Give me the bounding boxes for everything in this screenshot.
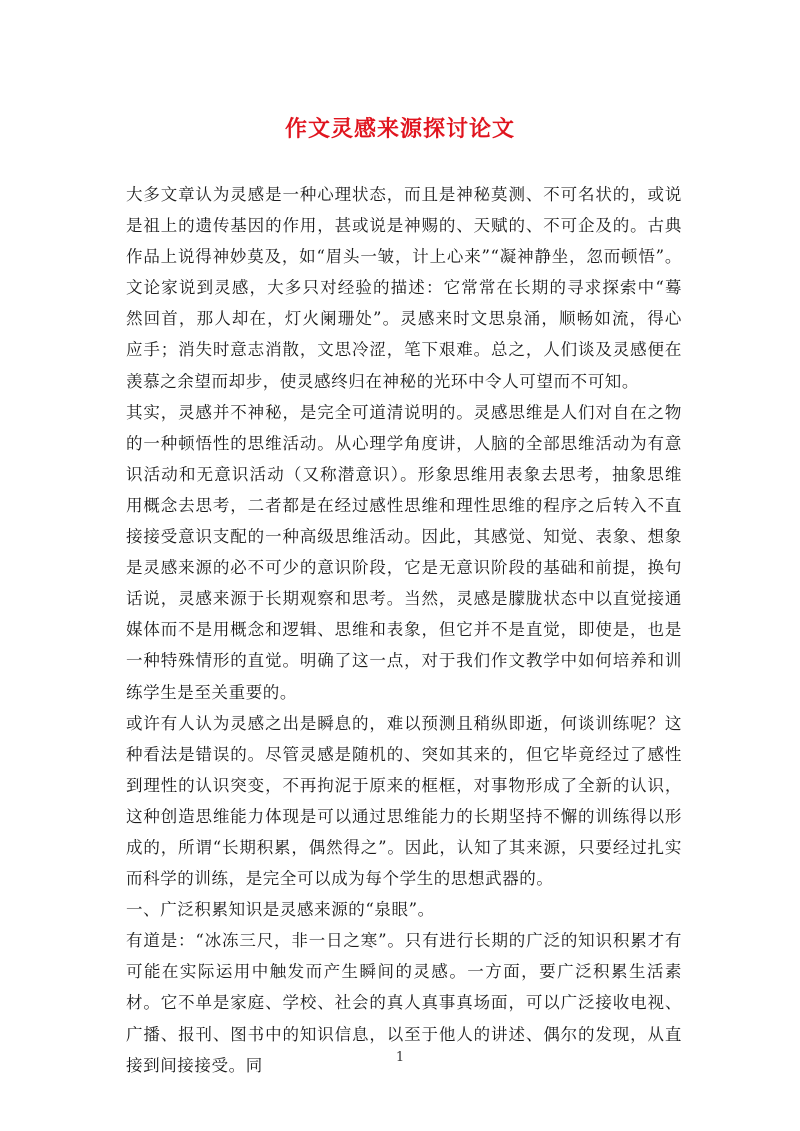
paragraph-explanation: 其实，灵感并不神秘，是完全可道清说明的。灵感思维是人们对自在之物的一种顿悟性的思维活动。从心理学角度讲，人脑的全部思维活动为有意识活动和无意识活动（又称潜意识）。形象思维用表象去思考，抽象思维用概念去思考，二者都是在经过感性思维和理性思维的程序之后转入不直接接受意识支配的一种高级思维活动。因此，其感觉、知觉、表象、想象是灵感来源的必不可少的意识阶段，它是无意识阶段的基础和前提，换句话说，灵感来源于长期观察和思考。当然，灵感是朦胧状态中以直觉接通媒体而不是用概念和逻辑、思维和表象，但它并不是直觉，即使是，也是一种特殊情形的直觉。明确了这一点，对于我们作文教学中如何培养和训练学生是至关重要的。 (126, 402, 682, 702)
page-number: 1 (395, 1050, 405, 1065)
paragraph-accumulation: 有道是：“冰冻三尺，非一日之寒”。只有进行长期的广泛的知识积累才有可能在实际运用中触发而产生瞬间的灵感。一方面，要广泛积累生活素材。它不单是家庭、学校、社会的真人真事真场面，可以广泛接收电视、广播、报刊、图书中的知识信息，以至于他人的讲述、偶尔的发现，从直接到间接接受。同 (126, 931, 682, 1075)
paragraph-intro: 大多文章认为灵感是一种心理状态，而且是神秘莫测、不可名状的，或说是祖上的遗传基因的作用，甚或说是神赐的、天赋的、不可企及的。古典作品上说得神妙莫及，如“眉头一皱，计上心来”“凝神静坐，忽而顿悟”。文论家说到灵感，大多只对经验的描述：它常常在长期的寻求探索中“蓦然回首，那人却在，灯火阑珊处”。灵感来时文思泉涌，顺畅如流，得心应手；消失时意志消散，文思冷涩，笔下艰难。总之，人们谈及灵感便在羡慕之余望而却步，使灵感终归在神秘的光环中令人可望而不可知。 (126, 185, 682, 391)
paragraph-training: 或许有人认为灵感之出是瞬息的，难以预测且稍纵即逝，何谈训练呢？这种看法是错误的。尽管灵感是随机的、突如其来的，但它毕竟经过了感性到理性的认识突变，不再拘泥于原来的框框，对事物形成了全新的认识，这种创造思维能力体现是可以通过思维能力的长期坚持不懈的训练得以形成的，所谓“长期积累，偶然得之”。因此，认知了其来源，只要经过扎实而科学的训练，是完全可以成为每个学生的思想武器的。 (126, 713, 682, 889)
document-body (126, 179, 682, 1081)
section-heading-1: 一、广泛积累知识是灵感来源的“泉眼”。 (126, 900, 435, 920)
document-title: 作文灵感来源探讨论文 (284, 116, 515, 142)
